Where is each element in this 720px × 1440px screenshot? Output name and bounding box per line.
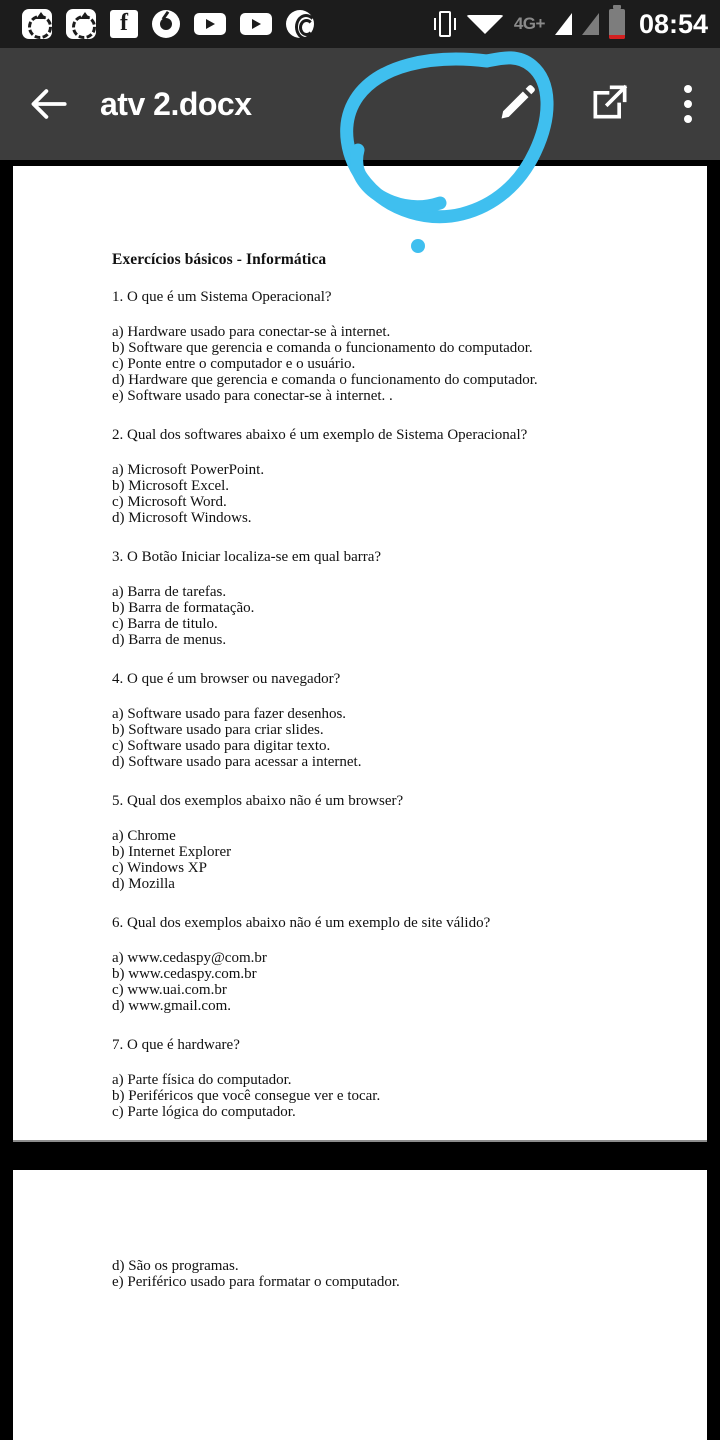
- back-arrow-icon: [28, 82, 72, 126]
- option-item: d) Barra de menus.: [112, 632, 227, 648]
- status-bar-system-icons: [434, 9, 708, 40]
- option-list: [112, 950, 707, 1014]
- question-text: 2. Qual dos softwares abaixo é um exemplo de Sistema Operacional?: [112, 427, 528, 443]
- question-text: 1. O que é um Sistema Operacional?: [112, 289, 332, 305]
- open-external-button[interactable]: [564, 82, 656, 127]
- option-list: [112, 706, 707, 770]
- option-item: d) Software usado para acessar a internet.: [112, 754, 362, 770]
- option-item: c) Microsoft Word.: [112, 494, 227, 510]
- more-vertical-icon: [684, 100, 692, 108]
- option-item: a) Hardware usado para conectar-se à internet.: [112, 324, 391, 340]
- option-item: e) Periférico usado para formatar o computador.: [112, 1274, 400, 1290]
- document-heading: Exercícios básicos - Informática: [112, 251, 327, 268]
- sync-rotate-icon: [22, 9, 52, 39]
- option-item: b) Software usado para criar slides.: [112, 722, 324, 738]
- page-content: [13, 1170, 707, 1290]
- option-item: c) www.uai.com.br: [112, 982, 227, 998]
- option-list: [112, 1258, 707, 1290]
- document-title: atv 2.docx: [100, 85, 252, 122]
- signal-bars-icon: [582, 13, 599, 35]
- option-list: [112, 1072, 707, 1120]
- option-item: a) Chrome: [112, 828, 176, 844]
- option-item: c) Software usado para digitar texto.: [112, 738, 331, 754]
- question-text: 3. O Botão Iniciar localiza-se em qual barra?: [112, 549, 382, 565]
- battery-icon: [609, 9, 625, 39]
- option-item: a) Software usado para fazer desenhos.: [112, 706, 347, 722]
- question-block: [112, 793, 707, 892]
- option-item: b) www.cedaspy.com.br: [112, 966, 257, 982]
- facebook-icon: f: [110, 10, 138, 38]
- option-item: d) Mozilla: [112, 876, 175, 892]
- option-item: d) Hardware que gerencia e comanda o funcionamento do computador.: [112, 372, 538, 388]
- bittorrent-icon: [286, 10, 314, 38]
- question-block: [112, 671, 707, 770]
- back-button[interactable]: [0, 82, 100, 126]
- question-block: [112, 915, 707, 1014]
- youtube-icon: [194, 13, 226, 35]
- status-bar-notification-icons: [22, 9, 314, 39]
- option-item: c) Barra de titulo.: [112, 616, 218, 632]
- option-item: a) Parte física do computador.: [112, 1072, 292, 1088]
- question-block: [112, 289, 707, 404]
- clock-time: 08:54: [638, 8, 708, 39]
- option-item: c) Ponte entre o computador e o usuário.: [112, 356, 356, 372]
- sync-rotate-icon: [66, 9, 96, 39]
- option-list: [112, 462, 707, 526]
- status-bar: [0, 0, 720, 48]
- network-type-label: 4G+: [513, 14, 545, 33]
- document-viewer[interactable]: [0, 160, 720, 1290]
- option-list: [112, 324, 707, 404]
- wifi-icon: [466, 15, 504, 34]
- option-item: d) São os programas.: [112, 1258, 239, 1274]
- edit-button[interactable]: [472, 81, 564, 128]
- pencil-edit-icon: [497, 81, 539, 128]
- question-block: [112, 549, 707, 648]
- option-item: b) Microsoft Excel.: [112, 478, 230, 494]
- option-item: b) Internet Explorer: [112, 844, 232, 860]
- option-list: [112, 584, 707, 648]
- chrome-icon: [152, 10, 180, 38]
- question-text: 7. O que é hardware?: [112, 1037, 240, 1053]
- option-item: a) Microsoft PowerPoint.: [112, 462, 265, 478]
- page-content: [13, 166, 707, 1120]
- more-vertical-icon: [684, 115, 692, 123]
- question-text: 4. O que é um browser ou navegador?: [112, 671, 341, 687]
- app-bar: [0, 48, 720, 160]
- question-block: [112, 427, 707, 526]
- overflow-menu-button[interactable]: [656, 85, 720, 123]
- option-item: a) Barra de tarefas.: [112, 584, 227, 600]
- youtube-icon: [240, 13, 272, 35]
- vibrate-icon: [434, 9, 456, 39]
- option-list: [112, 828, 707, 892]
- document-page: [13, 166, 707, 1140]
- option-item: e) Software usado para conectar-se à internet. .: [112, 388, 393, 404]
- option-item: a) www.cedaspy@com.br: [112, 950, 267, 966]
- option-item: d) www.gmail.com.: [112, 998, 232, 1014]
- option-item: c) Windows XP: [112, 860, 207, 876]
- option-item: b) Periféricos que você consegue ver e tocar.: [112, 1088, 381, 1104]
- option-item: b) Barra de formatação.: [112, 600, 255, 616]
- page-separator: [13, 1140, 707, 1142]
- option-item: c) Parte lógica do computador.: [112, 1104, 296, 1120]
- signal-bars-icon: [555, 13, 572, 35]
- question-text: 5. Qual dos exemplos abaixo não é um browser?: [112, 793, 404, 809]
- document-page: [13, 1170, 707, 1440]
- more-vertical-icon: [684, 85, 692, 93]
- question-text: 6. Qual dos exemplos abaixo não é um exemplo de site válido?: [112, 915, 491, 931]
- open-external-icon: [590, 82, 630, 127]
- option-item: b) Software que gerencia e comanda o funcionamento do computador.: [112, 340, 533, 356]
- option-item: d) Microsoft Windows.: [112, 510, 252, 526]
- question-block: [112, 1037, 707, 1120]
